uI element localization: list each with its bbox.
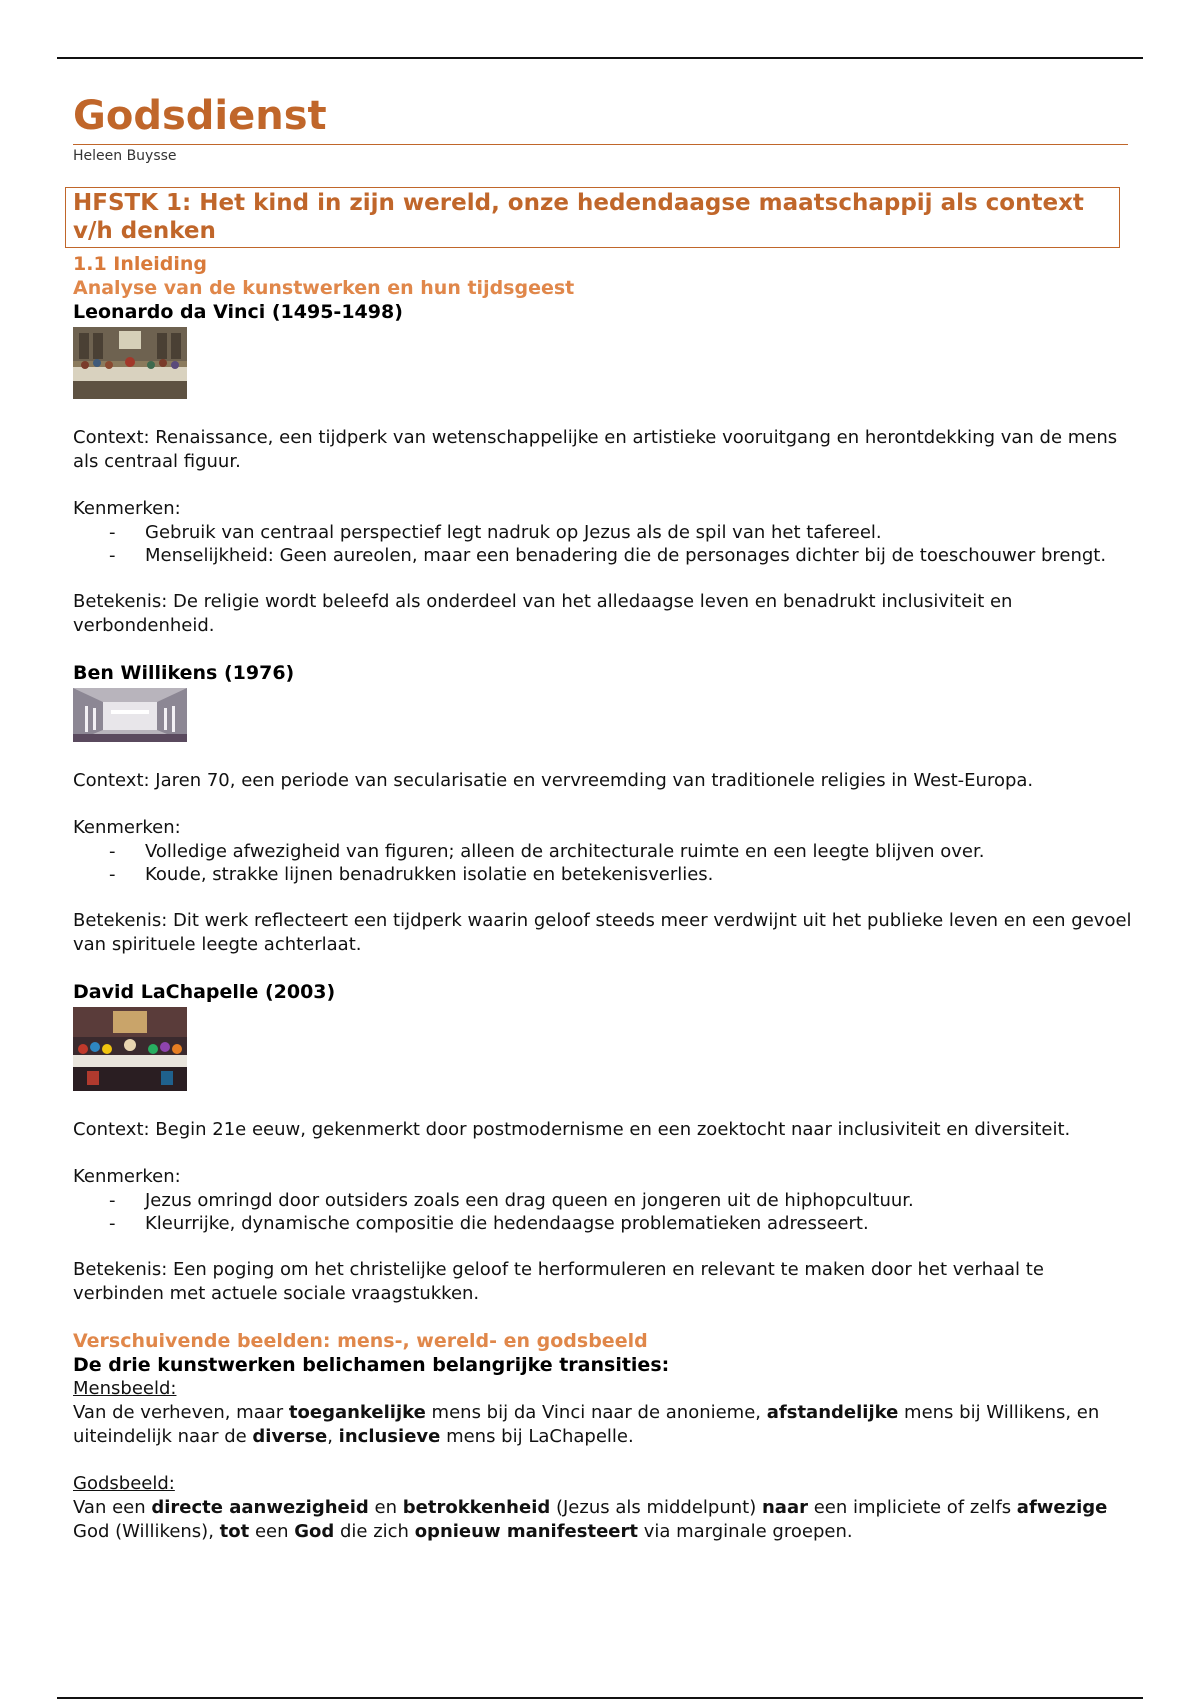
artwork-2-kenmerken-list — [73, 840, 1133, 886]
artwork-2-kenmerken-label: Kenmerken: — [73, 817, 181, 838]
shifting-intro: De drie kunstwerken belichamen belangrijke transities: — [73, 1354, 670, 1376]
artwork-2-context: Context: Jaren 70, een periode van secularisatie en vervreemding van traditionele religies in West-Europa. — [73, 770, 1034, 791]
list-item: - Jezus omringd door outsiders zoals een drag queen en jongeren uit de hiphopcultuur. — [73, 1189, 1133, 1212]
artwork-1-kenmerken-label: Kenmerken: — [73, 498, 181, 519]
list-item: - Koude, strakke lijnen benadrukken isolatie en betekenisverlies. — [73, 863, 1133, 886]
artwork-1-kenmerken-list — [73, 521, 1133, 567]
chapter-heading: HFSTK 1: Het kind in zijn wereld, onze hedendaagse maatschappij als context v/h denken — [65, 187, 1120, 248]
document-title: Godsdienst — [73, 93, 327, 139]
artwork-3-betekenis: Betekenis: Een poging om het christelijke geloof te herformuleren en relevant te maken door het verhaal te verbinden met actuele sociale vraagstukken. — [73, 1259, 1044, 1304]
godsbeeld-label: Godsbeeld: — [73, 1473, 175, 1494]
bottom-rule — [57, 1697, 1143, 1699]
artwork-3-image — [73, 1007, 187, 1091]
subsection-heading-analysis: Analyse van de kunstwerken en hun tijdsgeest — [73, 277, 575, 299]
artwork-3-artist: David LaChapelle (2003) — [73, 981, 336, 1003]
artwork-3-kenmerken-list — [73, 1189, 1133, 1235]
top-rule — [57, 57, 1143, 59]
list-item: - Menselijkheid: Geen aureolen, maar een benadering die de personages dichter bij de toeschouwer brengt. — [73, 544, 1133, 567]
artwork-1-context: Context: Renaissance, een tijdperk van wetenschappelijke en artistieke vooruitgang en herontdekking van de mens als centraal figuur. — [73, 427, 1118, 472]
artwork-1-image — [73, 327, 187, 399]
artwork-3-kenmerken-label: Kenmerken: — [73, 1166, 181, 1187]
list-item: - Gebruik van centraal perspectief legt nadruk op Jezus als de spil van het tafereel. — [73, 521, 1133, 544]
mensbeeld-text: Van de verheven, maar toegankelijke mens bij da Vinci naar de anonieme, afstandelijke mens bij Willikens, en uiteindelijk naar de diverse, inclusieve mens bij LaChapelle. — [73, 1402, 1100, 1447]
artwork-2-betekenis: Betekenis: Dit werk reflecteert een tijdperk waarin geloof steeds meer verdwijnt uit het publieke leven en een gevoel van spirituele leegte achterlaat. — [73, 910, 1132, 955]
mensbeeld-label: Mensbeeld: — [73, 1378, 177, 1399]
list-item: - Volledige afwezigheid van figuren; alleen de architecturale ruimte en een leegte blijven over. — [73, 840, 1133, 863]
author-name: Heleen Buysse — [73, 148, 177, 164]
artwork-1-betekenis: Betekenis: De religie wordt beleefd als onderdeel van het alledaagse leven en benadrukt inclusiviteit en verbondenheid. — [73, 591, 1013, 636]
artwork-3-context: Context: Begin 21e eeuw, gekenmerkt door postmodernisme en een zoektocht naar inclusiviteit en diversiteit. — [73, 1119, 1071, 1140]
document-page — [73, 92, 1133, 1544]
artwork-2-artist: Ben Willikens (1976) — [73, 662, 295, 684]
artwork-1-artist: Leonardo da Vinci (1495-1498) — [73, 301, 403, 323]
subsection-heading-shifting: Verschuivende beelden: mens-, wereld- en godsbeeld — [73, 1330, 648, 1352]
godsbeeld-text: Van een directe aanwezigheid en betrokkenheid (Jezus als middelpunt) naar een impliciete of zelfs afwezige God (Willikens), tot een God die zich opnieuw manifesteert via marginale groepen. — [73, 1497, 1108, 1542]
title-underline — [73, 144, 1128, 145]
list-item: - Kleurrijke, dynamische compositie die hedendaagse problematieken adresseert. — [73, 1212, 1133, 1235]
artwork-2-image — [73, 688, 187, 742]
section-heading: 1.1 Inleiding — [73, 253, 208, 275]
